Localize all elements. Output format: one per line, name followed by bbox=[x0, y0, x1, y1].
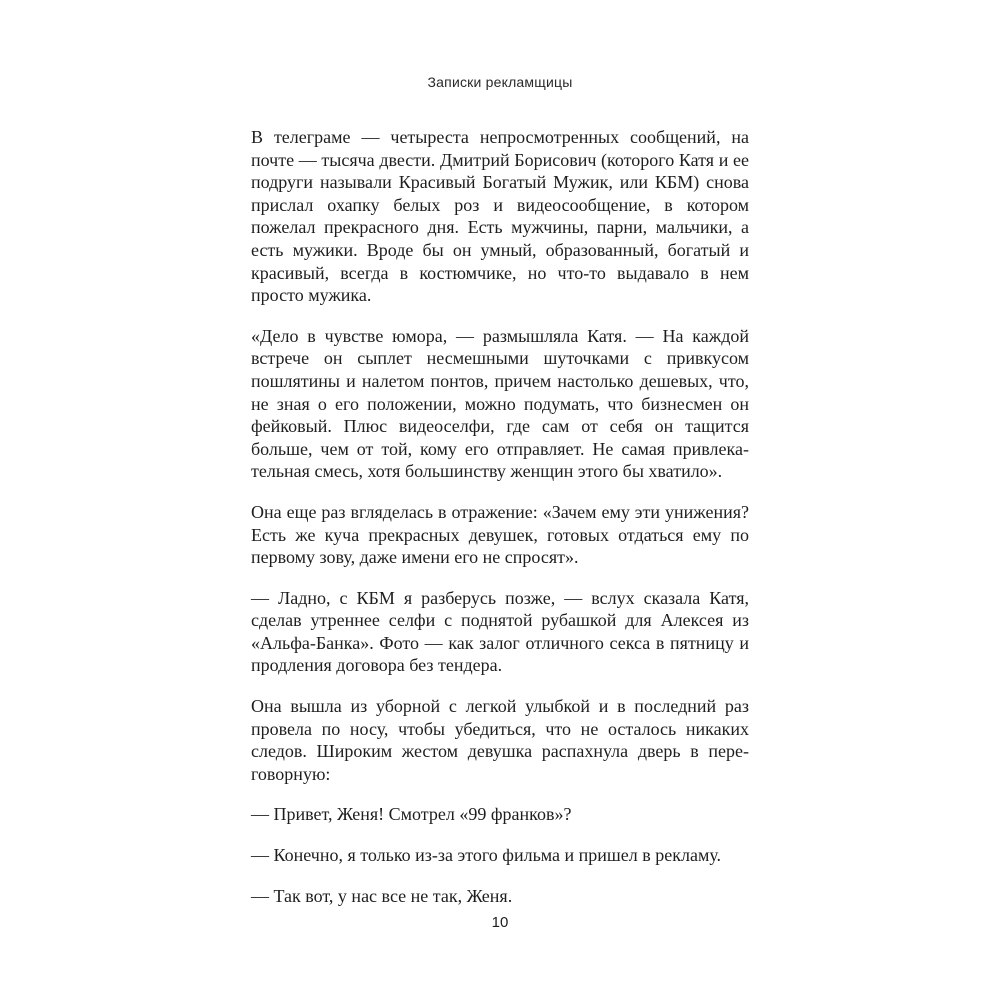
running-header: Записки рекламщицы bbox=[427, 74, 573, 90]
page-number: 10 bbox=[491, 914, 509, 931]
paragraph-4: — Ладно, с КБМ я разберусь позже, — вслух сказала Катя, сделав утреннее селфи с поднятой рубашкой для Алексея из «Альфа-Банка». Фото — как залог отличного секса в пятницу и продления договора без тендера. bbox=[251, 587, 749, 676]
paragraph-7: — Конечно, я только из-за этого фильма и пришел в рекламу. bbox=[251, 845, 722, 866]
paragraph-1: В телеграме — четыреста непросмотренных сообщений, на почте — тысяча двести. Дмитрий Борисович (которого Катя и ее подруги называли Красивый Богатый Мужик, или КБМ) снова прислал охапку белых роз и видеосообщение, в котором пожелал прекрасного дня. Есть мужчины, парни, мальчики, а есть мужики. Вроде бы он умный, образованный, богатый и красивый, всегда в костюмчике, но что-то выдавало в нем просто мужика. bbox=[251, 127, 749, 306]
body-text bbox=[251, 126, 749, 925]
paragraph-8: — Так вот, у нас все не так, Женя. bbox=[251, 885, 513, 906]
paragraph-3: Она еще раз вгляделась в отражение: «Зачем ему эти унижения? Есть же куча прекрасных девушек, готовых отдаться ему по первому зову, даже имени его не спросят». bbox=[251, 501, 749, 568]
paragraph-5: Она вышла из уборной с легкой улыбкой и в последний раз провела по носу, чтобы убедиться, что не осталось никаких следов. Широким жестом девушка распахнула дверь в переговорную: bbox=[251, 696, 749, 784]
paragraph-2: «Дело в чувстве юмора, — размышляла Катя. — На каждой встрече он сыплет несмешными шуточками с привкусом пошлятины и налетом понтов, причем настолько дешевых, что, не зная о его положении, можно подумать, что бизнесмен он фейковый. Плюс видеоселфи, где сам от себя он тащится больше, чем от той, кому его отправляет. Не самая привлекательная смесь, хотя большинству женщин этого бы хватило». bbox=[251, 325, 749, 482]
paragraph-6: — Привет, Женя! Смотрел «99 франков»? bbox=[251, 804, 572, 825]
